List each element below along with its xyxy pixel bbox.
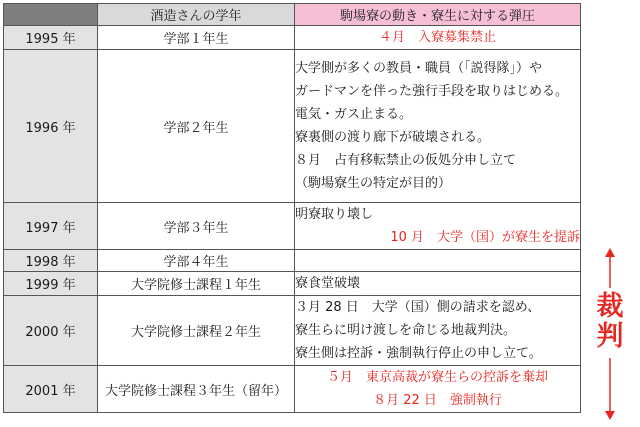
year-cell: 1999 年 [4,272,98,296]
event-line: ３月 28 日 大学（国）側の請求を認め、 [295,300,541,315]
year-column-header [4,4,98,26]
year-cell: 1996 年 [4,50,98,203]
grade-cell: 学部３年生 [98,203,295,250]
events-cell [295,366,581,413]
timeline-table [3,3,581,413]
table-row [4,50,581,203]
event-line: 寮生らに明け渡しを命じる地裁判決。 [295,323,517,338]
grade-column-header: 酒造さんの学年 [98,4,295,26]
trial-period-annotation [590,248,630,420]
events-cell [295,26,581,50]
events-cell [295,50,581,203]
grade-cell: 学部４年生 [98,250,295,272]
grade-cell: 大学院修士課程１年生 [98,272,295,296]
table-row [4,366,581,413]
event-line: ４月 入寮募集禁止 [378,30,496,45]
event-line: 寮生側は控訴・強制執行停止の申し立て。 [295,346,542,361]
table-row [4,26,581,50]
event-line: 大学側が多くの教員・職員（「説得隊」）や [295,61,543,76]
table-row [4,250,581,272]
grade-cell: 大学院修士課程３年生（留年） [98,366,295,413]
events-cell [295,250,581,272]
year-cell: 1997 年 [4,203,98,250]
table-row [4,272,581,296]
event-line: ガードマンを伴った強行手段を取りはじめる。 [295,84,569,99]
event-line: 電気・ガス止まる。 [295,107,413,122]
year-cell: 2000 年 [4,296,98,366]
events-cell [295,272,581,296]
grade-cell: 大学院修士課程２年生 [98,296,295,366]
grade-cell: 学部１年生 [98,26,295,50]
event-line: 10 月 大学（国）が寮生を提訴 [390,230,580,245]
table-body [4,26,581,413]
event-line: （駒場寮生の特定が目的） [295,176,452,191]
events-cell [295,296,581,366]
trial-label: 裁判 [596,291,624,352]
table-row [4,203,581,250]
events-cell [295,203,581,250]
event-line: ５月 東京高裁が寮生らの控訴を棄却 [326,370,548,385]
year-cell: 1998 年 [4,250,98,272]
event-line: 寮裏側の渡り廊下が破壊される。 [295,130,491,145]
event-line: ８月 占有移転禁止の仮処分申し立て [295,153,517,168]
year-cell: 1995 年 [4,26,98,50]
header-row [4,4,581,26]
event-line: 明寮取り壊し [295,207,374,222]
events-column-header: 駒場寮の動き・寮生に対する弾圧 [295,4,581,26]
event-line: 寮食堂破壊 [295,276,361,291]
table-row [4,296,581,366]
year-cell: 2001 年 [4,366,98,413]
grade-cell: 学部２年生 [98,50,295,203]
event-line: ８月 22 日 強制執行 [373,393,502,408]
